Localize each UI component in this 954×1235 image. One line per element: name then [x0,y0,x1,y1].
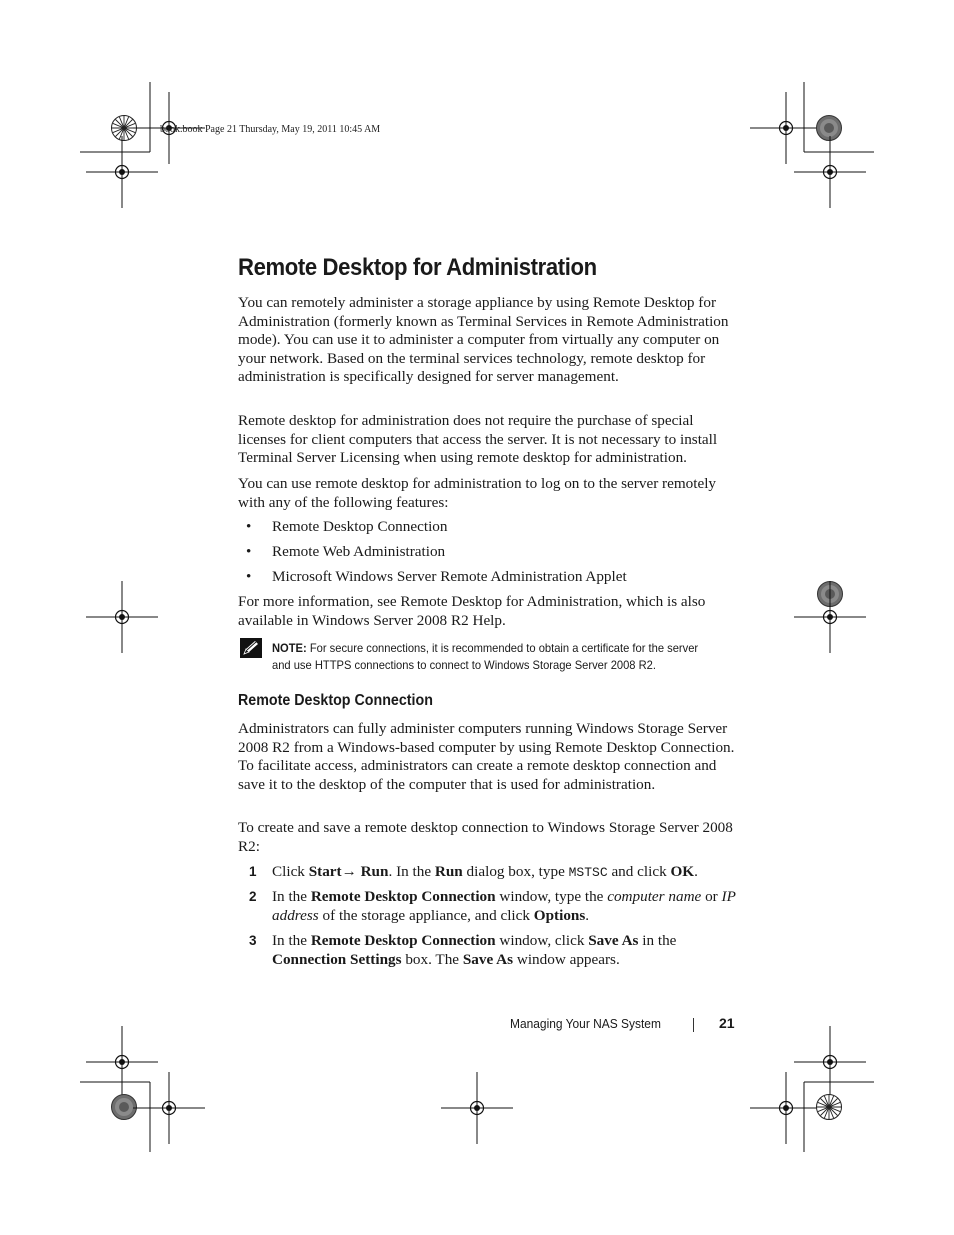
bullet-dot: • [246,543,252,560]
list-item-text: Remote Desktop Connection [272,518,448,535]
step-number: 2 [249,889,257,904]
intro-paragraph: You can remotely administer a storage appliance by using Remote Desktop for Administration (formerly known as Terminal Services in Remote Administration mode). You can use it to administer a computer from virtually any computer on your network. Based on the terminal services technology, remote desktop for administration is specifically designed for server management. [238,294,729,386]
print-header: book.book Page 21 Thursday, May 19, 2011 10:45 AM [160,124,381,135]
section-paragraph: To create and save a remote desktop connection to Windows Storage Server 2008 R2: [238,819,733,855]
footer-chapter-title: Managing Your NAS System [510,1016,661,1031]
step-text: In the Remote Desktop Connection window, click Save As in the Connection Settings box. The Save As window appears. [272,932,677,968]
list-item-text: Microsoft Windows Server Remote Administration Applet [272,568,627,585]
footer-separator [693,1018,694,1032]
note-box [272,640,718,674]
step-text: In the Remote Desktop Connection window, type the computer name or IP address of the storage appliance, and click Options. [272,888,736,924]
list-item-text: Remote Web Administration [272,543,446,560]
bullet-dot: • [246,518,252,535]
features-paragraph: You can use remote desktop for administration to log on to the server remotely with any of the following features: [238,475,717,511]
page-number: 21 [719,1015,735,1031]
page-title: Remote Desktop for Administration [238,254,597,281]
step-text: Click Start→ Run. In the Run dialog box, type MSTSC and click OK. [272,863,698,880]
note-text: For secure connections, it is recommended to obtain a certificate for the server and use HTTPS connections to connect to Windows Storage Server 2008 R2. [272,641,699,672]
step-number: 3 [249,933,257,948]
note-pencil-icon [240,638,262,658]
bullet-dot: • [246,568,252,585]
note-label: NOTE: [272,641,307,655]
licensing-paragraph: Remote desktop for administration does not require the purchase of special licenses for client computers that access the server. It is not necessary to install Terminal Server Licensing when using remote desktop for administration. [238,412,718,467]
section-paragraph: Administrators can fully administer computers running Windows Storage Server 2008 R2 from a Windows-based computer by using Remote Desktop Connection. To facilitate access, administrators can create a remote desktop connection and save it to the desktop of the computer that is used for administration. [238,720,735,793]
section-heading: Remote Desktop Connection [238,692,433,709]
more-info-paragraph: For more information, see Remote Desktop for Administration, which is also available in Windows Server 2008 R2 Help. [238,593,706,629]
step-number: 1 [249,864,257,879]
